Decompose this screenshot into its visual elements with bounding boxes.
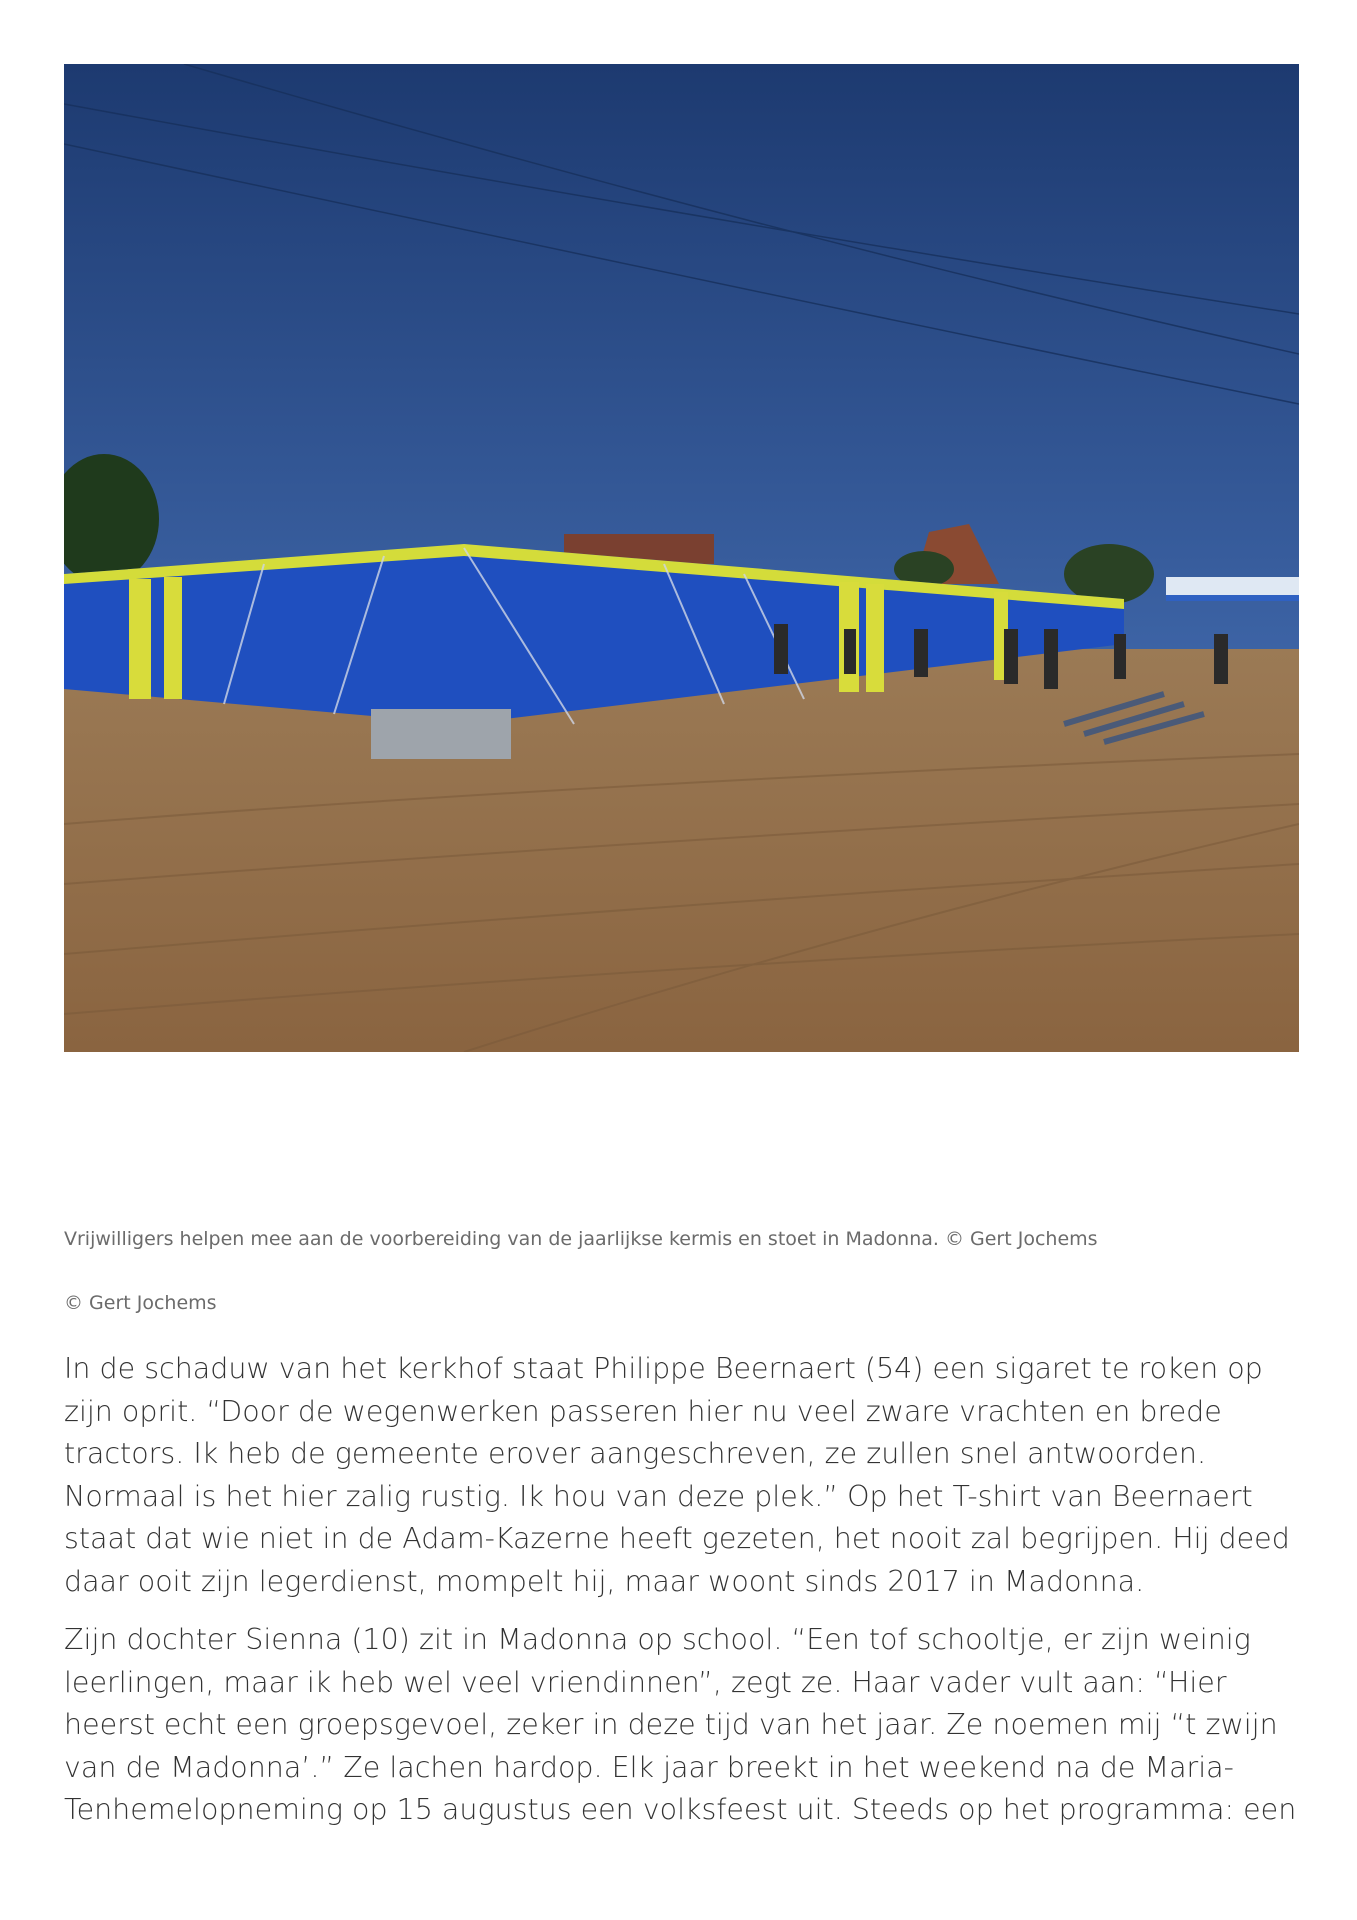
photo-credit: © Gert Jochems bbox=[64, 1292, 217, 1314]
article-photo bbox=[64, 64, 1299, 1052]
photo-caption: Vrijwilligers helpen mee aan de voorbereiding van de jaarlijkse kermis en stoet in Madonna. © Gert Jochems bbox=[64, 1228, 1098, 1250]
article-paragraph: In de schaduw van het kerkhof staat Philippe Beernaert (54) een sigaret te roken op zijn oprit. “Door de wegenwerken passeren hier nu veel zware vrachten en brede tractors. Ik heb de gemeente erover aangeschreven, ze zullen snel antwoorden. Normaal is het hier zalig rustig. Ik hou van deze plek.” Op het T-shirt van Beernaert staat dat wie niet in de Adam-Kazerne heeft gezeten, het nooit zal begrijpen. Hij deed daar ooit zijn legerdienst, mompelt hij, maar woont sinds 2017 in Madonna. bbox=[64, 1352, 1290, 1598]
article-body bbox=[64, 1348, 1299, 1848]
article-paragraph: Zijn dochter Sienna (10) zit in Madonna op school. “Een tof schooltje, er zijn weinig leerlingen, maar ik heb wel veel vriendinnen”, zegt ze. Haar vader vult aan: “Hier heerst echt een groepsgevoel, zeker in deze tijd van het jaar. Ze noemen mij “t zwijn van de Madonna’.” Ze lachen hardop. Elk jaar breekt in het weekend na de Maria-Tenhemelopneming op 15 augustus een volksfeest uit. Steeds op het programma: een bbox=[64, 1623, 1297, 1826]
tent-yellow-stripe bbox=[129, 579, 151, 699]
tent-field-photo bbox=[64, 64, 1299, 1052]
tree-right bbox=[1064, 544, 1154, 604]
gas-station-canopy bbox=[1166, 577, 1299, 595]
metal-container bbox=[371, 709, 511, 759]
